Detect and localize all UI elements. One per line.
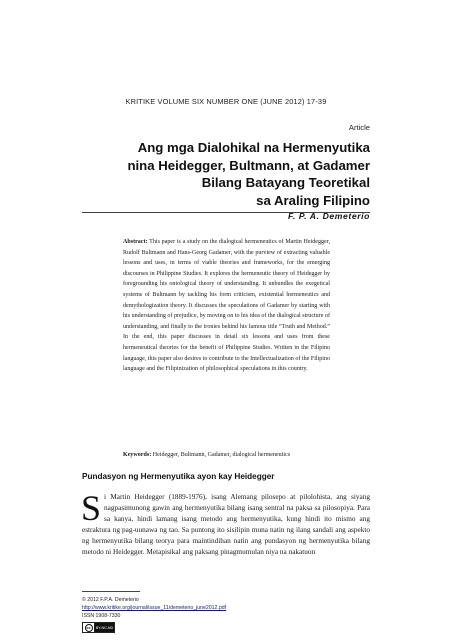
running-head: KRITIKE VOLUME SIX NUMBER ONE (JUNE 2012) 17-39 xyxy=(125,97,327,106)
keywords xyxy=(123,452,343,458)
body-paragraph xyxy=(81,488,370,557)
copyright-notice: © 2012 F.P.A. Demeterio xyxy=(82,597,139,603)
abstract-text: This paper is a study on the dialogical hermeneutics of Martin Heidegger, Rudolf Bultmann and Hans-Georg Gadamer, with the purview of extracting valuable lessons and uses, in terms of viable theories and frameworks, for the emerging discourses in Philippine Studies. It explores the hermeneutic theory of Heidegger by foregrounding his ontological theory of understanding. It unbundles the exegetical systems of Bultmann by tackling his form criticism, existential hermeneutics and demythologization theory. It discusses the speculations of Gadamer by starting with his understanding of prejudice, by moving on to his idea of the dialogical structure of understanding, and finally to the ironies behind his famous title “Truth and Method.” In the end, this paper discusses in detail six lessons and uses from these hermeneutical theories for the benefit of Philippine Studies. Written in the Filipino language, this paper also desires to contribute to the Intellectualization of the Filipino language and the Filipinization of philosophical speculations in this country. xyxy=(123,239,330,373)
abstract-label: Abstract: xyxy=(123,239,148,245)
footer xyxy=(82,596,226,621)
cc-logo-text: cc xyxy=(86,625,91,630)
creative-commons-icon xyxy=(83,623,95,632)
section-heading: Pundasyon ng Hermenyutika ayon kay Heidegger xyxy=(82,472,275,481)
title-line: Ang mga Dialohikal na Hermenyutika xyxy=(137,140,370,155)
author-name: F. P. A. Demeterio xyxy=(288,211,370,221)
keywords-label: Keywords: xyxy=(123,452,152,458)
footer-divider xyxy=(82,591,140,592)
article-title xyxy=(70,139,370,209)
keywords-text: Heidegger, Bultmann, Gadamer, dialogical hermeneutics xyxy=(152,452,291,458)
article-type-label: Article xyxy=(348,123,370,132)
license-badge-label: BY-NC-ND xyxy=(95,623,114,632)
paragraph-text: i Martin Heidegger (1889-1976), isang Alemang pilosepo at pilolohista, ang siyang nagpasimunong gawin ang hermenyutika bilang isang sentral na paksa sa pilosopiya. Para sa kanya, hindi lamang isang metodo ang hermenyutika, kung hindi ito mismo ang estraktura ng pag-uunawa ng tao. Sa puntong ito sisilipin muna natin ng ilang sandali ang aspekto ng hermenyutika bilang teorya para maintindihan natin ang pundasyon ng hermenyutika bilang metodo ni Heidegger. Metapisikal ang paksang pinagmumulan niya na nakatuon xyxy=(82,493,370,556)
article-url-link[interactable]: http://www.kritike.org/journal/issue_11/demeterio_june2012.pdf xyxy=(82,605,227,612)
title-line: sa Araling Filipino xyxy=(256,192,370,208)
title-line: nina Heidegger, Bultmann, at Gadamer xyxy=(127,157,370,173)
abstract xyxy=(123,237,330,375)
title-line: Bilang Batayang Teoretikal xyxy=(201,175,370,190)
license-badge[interactable] xyxy=(82,622,115,633)
issn-number: ISSN 1908-7330 xyxy=(82,613,121,620)
drop-cap: S xyxy=(81,488,102,528)
